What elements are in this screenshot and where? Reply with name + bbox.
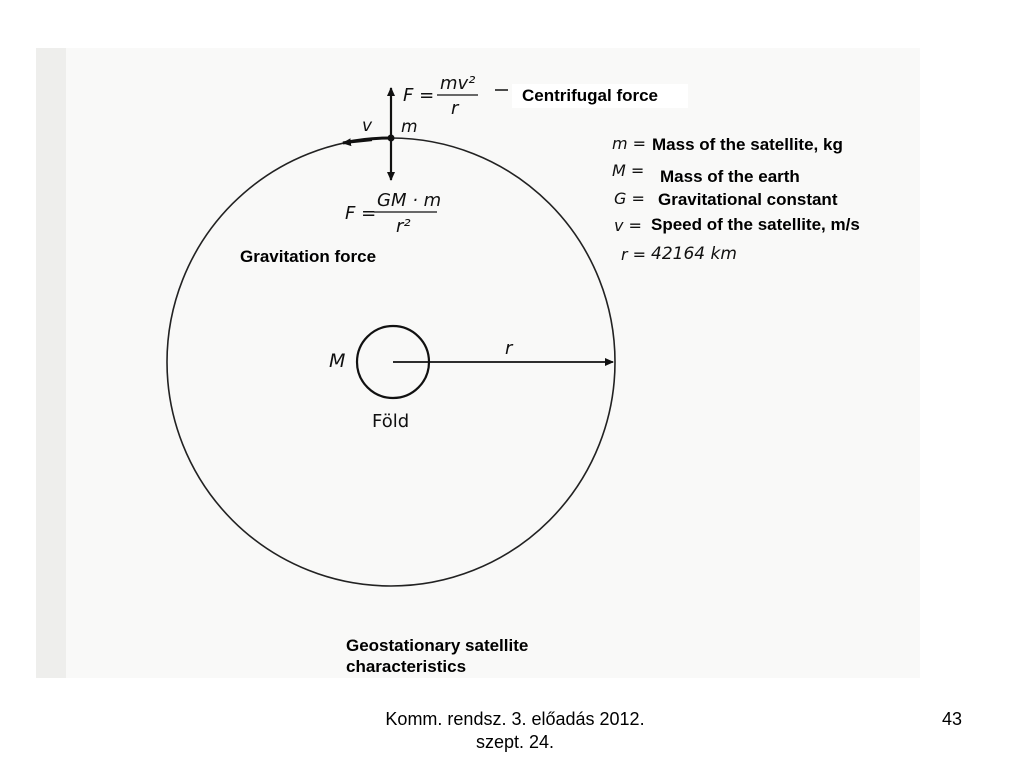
- centrifugal-force-label: Centrifugal force: [522, 86, 659, 105]
- legend-symbol-M: M =: [612, 161, 645, 180]
- caption-line-2: characteristics: [346, 657, 467, 677]
- satellite-mass-symbol: m: [401, 117, 418, 137]
- legend-symbol-m: m =: [612, 134, 647, 153]
- footer-line-2: szept. 24.: [475, 732, 555, 753]
- legend-text-v: Speed of the satellite, m/s: [651, 215, 860, 234]
- centrifugal-formula-lhs: F =: [403, 85, 435, 106]
- page-number: 43: [942, 709, 963, 729]
- velocity-arrow: [343, 140, 372, 143]
- radius-symbol: r: [505, 338, 513, 359]
- figure-caption: [346, 635, 528, 678]
- legend-symbol-v: v =: [614, 216, 642, 235]
- gravitation-formula-denominator: r²: [396, 216, 411, 237]
- gravitation-formula-lhs: F =: [345, 203, 377, 224]
- earth-mass-symbol: M: [329, 350, 346, 372]
- gravitation-formula-numerator: GM · m: [377, 190, 442, 211]
- earth-label: Föld: [372, 411, 410, 432]
- legend-text-r: 42164 km: [651, 244, 737, 264]
- legend-text-m: Mass of the satellite, kg: [652, 135, 843, 154]
- gravitation-force-label: Gravitation force: [240, 247, 377, 266]
- caption-line-1: Geostationary satellite: [346, 636, 529, 655]
- velocity-symbol: v: [362, 116, 373, 136]
- legend-text-G: Gravitational constant: [658, 190, 838, 209]
- legend-symbol-G: G =: [614, 189, 645, 208]
- centrifugal-formula-numerator: mv²: [440, 73, 476, 94]
- legend-symbol-r: r =: [621, 245, 647, 264]
- footer-line-1: Komm. rendsz. 3. előadás 2012.: [385, 709, 645, 729]
- slide-footer: [360, 708, 670, 755]
- centrifugal-formula-denominator: r: [451, 98, 459, 119]
- legend-text-M: Mass of the earth: [660, 167, 800, 186]
